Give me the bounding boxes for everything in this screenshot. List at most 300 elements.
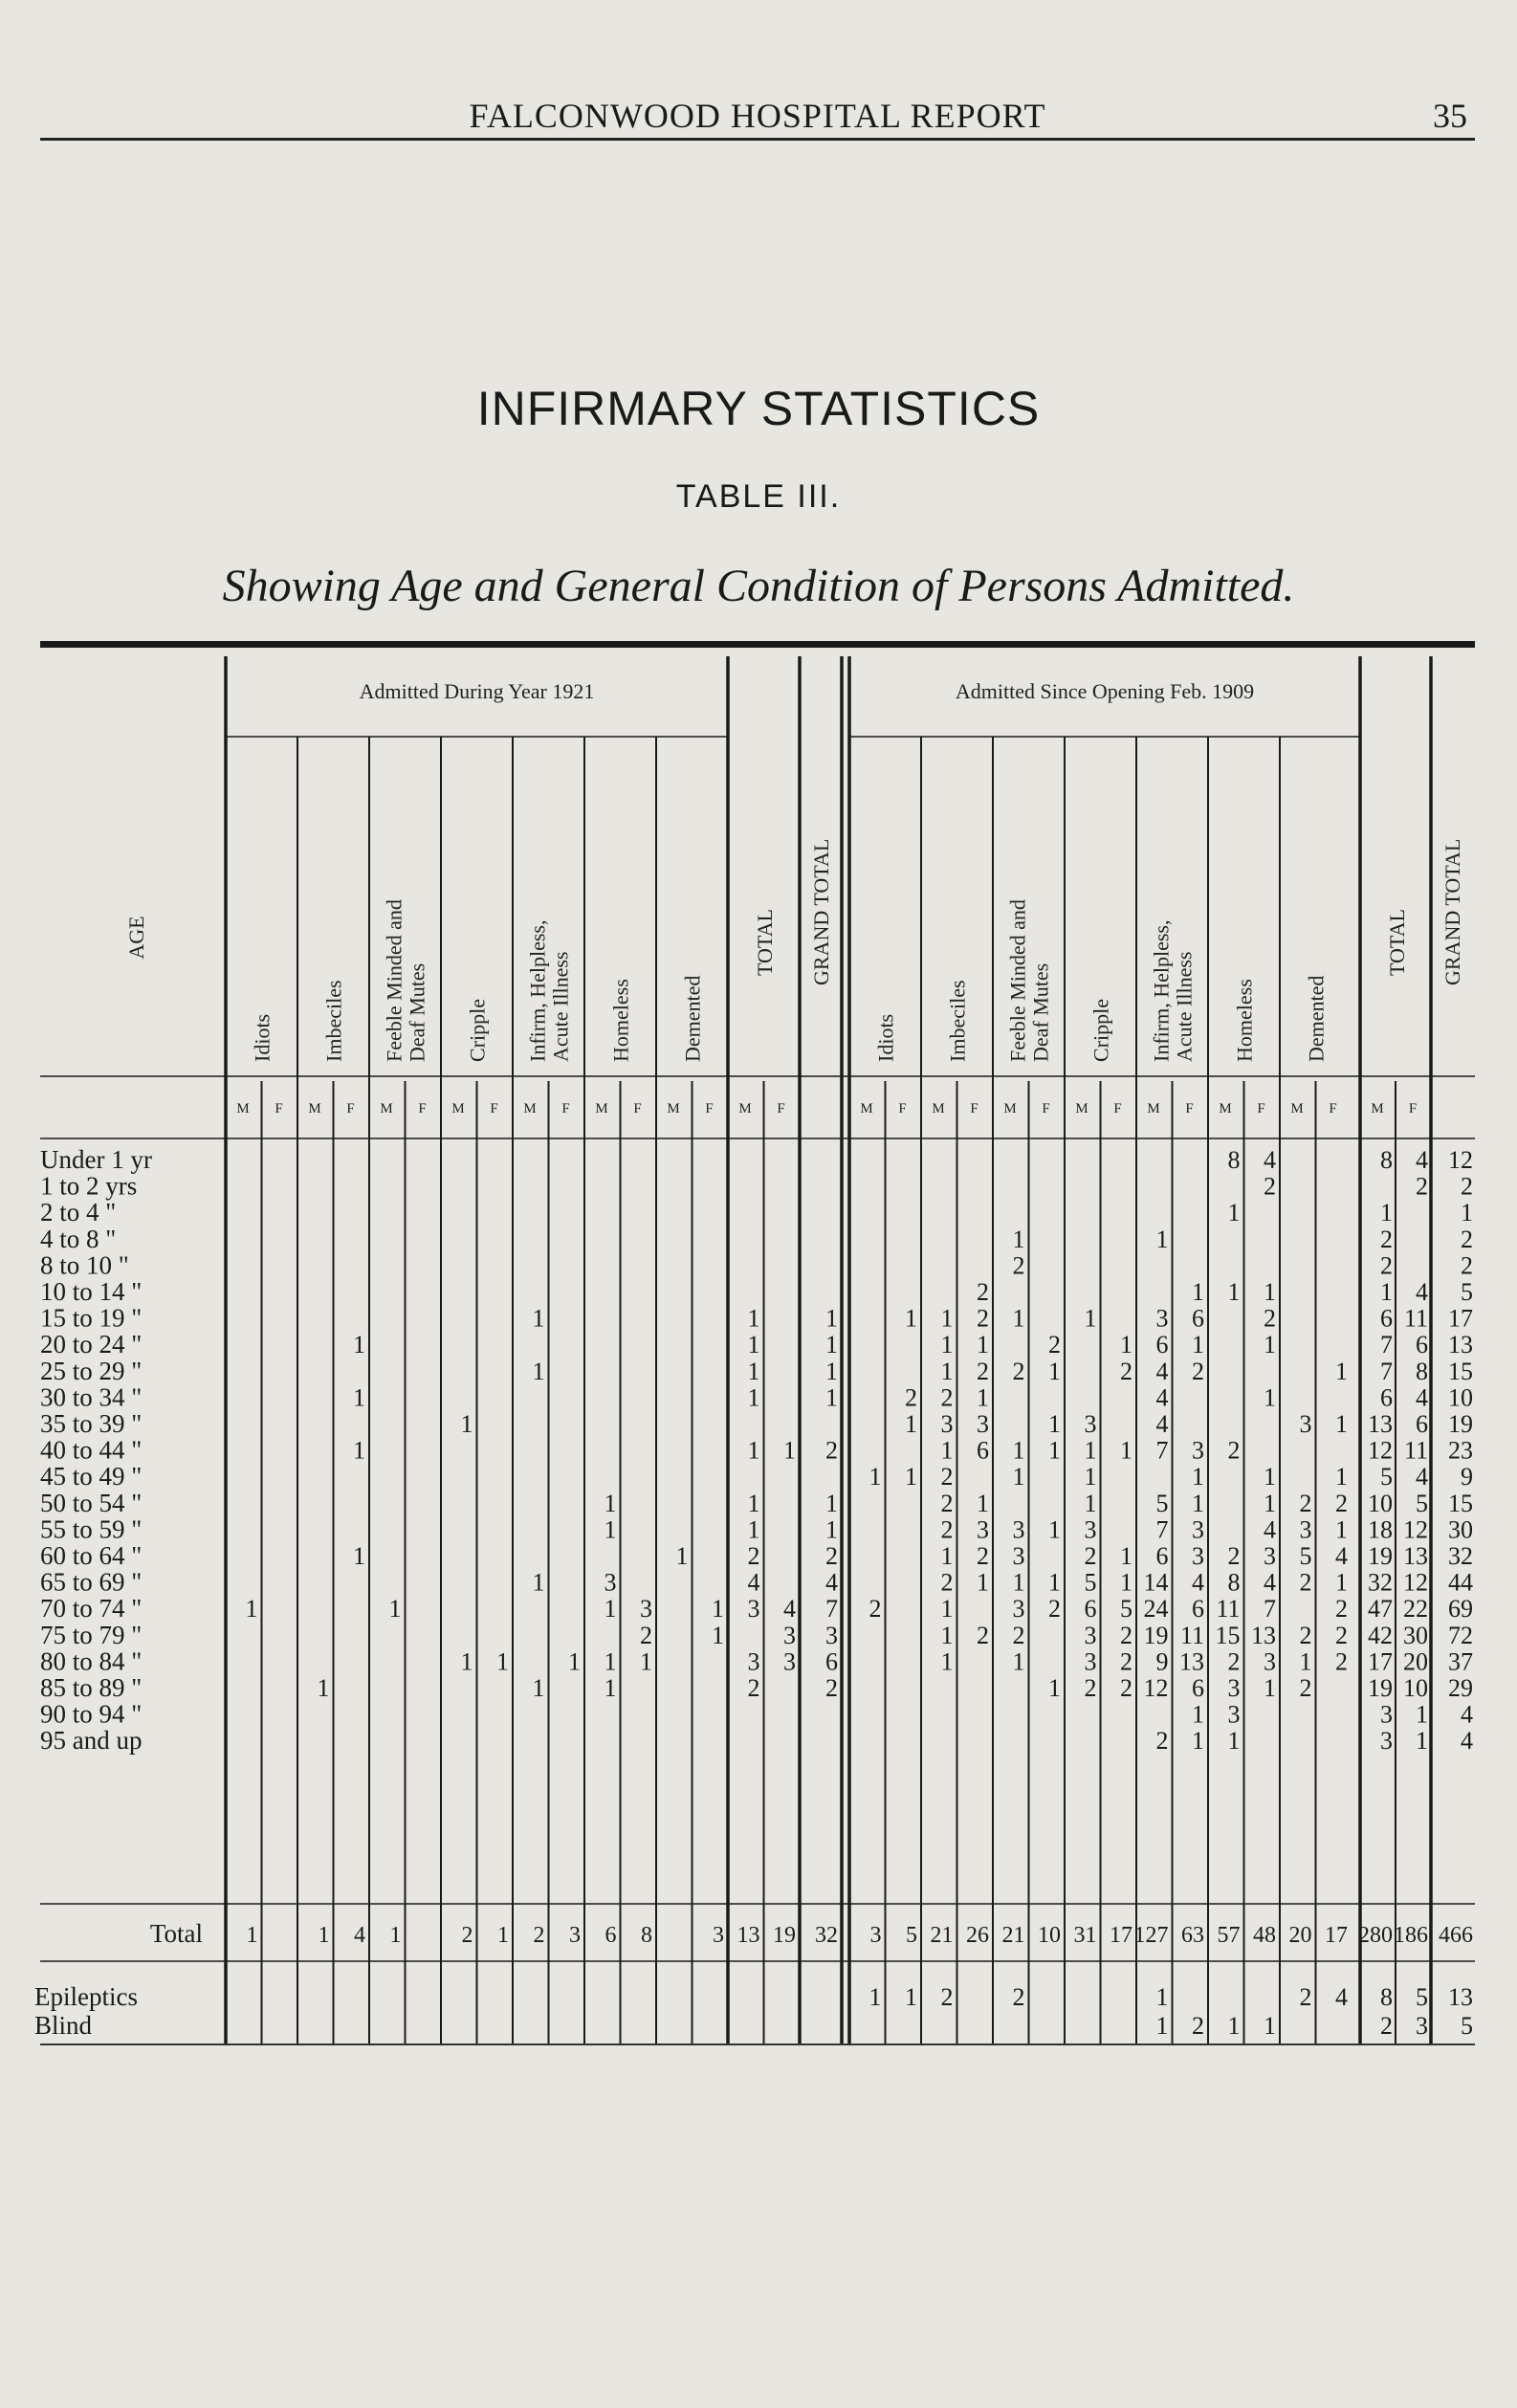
since-cell: 12 [1368, 1436, 1393, 1465]
year-cell: 3 [713, 1923, 724, 1948]
year-cell: 1 [825, 1331, 838, 1359]
year-cell: 1 [496, 1647, 509, 1676]
year-cell: 1 [245, 1595, 258, 1624]
year-cell: 1 [246, 1923, 258, 1948]
since-cell: 47 [1368, 1595, 1393, 1624]
year-cell: 1 [532, 1674, 545, 1702]
year-m-label: M [451, 1101, 465, 1116]
since-cell: 2 [1012, 1621, 1025, 1649]
since-cell: 1 [1192, 1489, 1204, 1517]
since-cell: 3 [977, 1515, 989, 1544]
row-label: Under 1 yr [40, 1145, 152, 1174]
since-cell: 1 [1012, 1647, 1025, 1676]
year-cell: 1 [825, 1515, 838, 1544]
year-cell: 2 [640, 1621, 652, 1649]
since-cell: 6 [1084, 1595, 1097, 1624]
since-total-f-label: F [1408, 1101, 1418, 1116]
since-cell: 19 [1368, 1542, 1393, 1570]
year-cell: 1 [353, 1383, 365, 1412]
since-cell: 5 [906, 1923, 917, 1948]
year-category-header: Homeless [608, 979, 633, 1062]
since-cell: 29 [1448, 1674, 1473, 1702]
since-cell: 20 [1288, 1923, 1312, 1948]
since-cell: 3 [1380, 1700, 1393, 1729]
year-cell: 32 [815, 1923, 838, 1948]
since-cell: 1 [1299, 1647, 1312, 1676]
row-label: 95 and up [40, 1726, 143, 1756]
since-cell: 2 [1461, 1251, 1473, 1280]
since-cell: 1 [1264, 1331, 1276, 1359]
since-cell: 1 [905, 1463, 917, 1491]
year-cell: 1 [747, 1436, 760, 1465]
since-cell: 10 [1403, 1674, 1428, 1702]
since-cell: 2 [1380, 1225, 1393, 1253]
since-cell: 1 [1084, 1463, 1097, 1491]
year-cell: 1 [747, 1383, 760, 1412]
since-cell: 5 [1155, 1489, 1169, 1517]
year-cell: 3 [783, 1647, 796, 1676]
since-cell: 2 [940, 1983, 954, 2011]
since-cell: 8 [1380, 1146, 1393, 1174]
since-cell: 8 [1227, 1146, 1241, 1174]
row-label: 65 to 69 " [40, 1567, 143, 1597]
since-cell: 2 [1192, 1357, 1204, 1385]
since-cell: 2 [1299, 1568, 1312, 1597]
since-cell: 2 [1335, 1621, 1348, 1649]
year-cell: 2 [461, 1923, 473, 1948]
row-label: 2 to 4 " [40, 1198, 117, 1227]
since-f-label: F [1113, 1101, 1122, 1116]
row-label: 30 to 34 " [40, 1382, 143, 1412]
since-category-header: Acute Illness [1172, 951, 1197, 1062]
since-cell: 1 [1192, 1278, 1204, 1306]
since-cell: 48 [1253, 1923, 1276, 1948]
year-cell: 1 [318, 1923, 330, 1948]
since-cell: 2 [977, 1278, 989, 1306]
since-cell: 1 [1264, 1489, 1276, 1517]
since-cell: 13 [1403, 1542, 1428, 1570]
year-cell: 6 [605, 1923, 617, 1948]
since-cell: 8 [1380, 1983, 1393, 2011]
since-cell: 2 [1120, 1621, 1132, 1649]
row-label: 15 to 19 " [40, 1303, 143, 1333]
since-cell: 1 [1012, 1568, 1025, 1597]
since-cell: 2 [940, 1489, 954, 1517]
since-cell: 1 [977, 1568, 989, 1597]
since-cell: 1 [1335, 1357, 1348, 1385]
since-cell: 3 [1227, 1674, 1241, 1702]
since-cell: 2 [1264, 1172, 1276, 1201]
since-cell: 17 [1368, 1647, 1393, 1676]
row-label: 4 to 8 " [40, 1224, 117, 1253]
since-cell: 31 [1073, 1923, 1097, 1948]
year-f-label: F [275, 1101, 283, 1116]
year-cell: 1 [825, 1304, 838, 1333]
since-cell: 30 [1448, 1515, 1473, 1544]
since-cell: 4 [1335, 1983, 1348, 2011]
since-cell: 3 [1192, 1515, 1204, 1544]
since-cell: 2 [1084, 1542, 1097, 1570]
year-cell: 6 [825, 1647, 838, 1676]
since-cell: 3 [1299, 1515, 1312, 1544]
since-cell: 1 [1012, 1225, 1025, 1253]
since-cell: 23 [1448, 1436, 1473, 1465]
since-cell: 2 [1299, 1674, 1312, 1702]
since-cell: 42 [1368, 1621, 1393, 1649]
group-header-since: Admitted Since Opening Feb. 1909 [955, 679, 1255, 703]
since-cell: 21 [930, 1923, 954, 1948]
since-cell: 2 [1461, 1225, 1473, 1253]
since-cell: 1 [940, 1595, 954, 1624]
since-cell: 37 [1448, 1647, 1473, 1676]
since-cell: 3 [1227, 1700, 1241, 1729]
since-cell: 2 [940, 1568, 954, 1597]
since-cell: 2 [1299, 1489, 1312, 1517]
since-cell: 6 [1192, 1304, 1204, 1333]
since-cell: 1 [1416, 1727, 1428, 1756]
since-m-label: M [860, 1101, 873, 1116]
since-cell: 1 [1048, 1410, 1061, 1438]
row-label: 10 to 14 " [40, 1277, 143, 1306]
year-total-f-label: F [777, 1101, 785, 1116]
since-cell: 2 [1227, 1647, 1241, 1676]
since-cell: 9 [1461, 1463, 1473, 1491]
since-cell: 4 [1264, 1568, 1276, 1597]
since-category-header: Deaf Mutes [1028, 962, 1053, 1062]
since-cell: 1 [868, 1463, 882, 1491]
since-cell: 6 [1155, 1542, 1169, 1570]
year-cell: 1 [604, 1489, 617, 1517]
year-cell: 3 [783, 1621, 796, 1649]
year-category-header: Deaf Mutes [405, 962, 429, 1062]
since-cell: 2 [1461, 1172, 1473, 1201]
since-cell: 2 [1084, 1674, 1097, 1702]
year-cell: 1 [497, 1923, 509, 1948]
since-cell: 5 [1416, 1983, 1428, 2011]
since-category-header: Feeble Minded and [1005, 899, 1030, 1062]
since-cell: 3 [1012, 1515, 1025, 1544]
since-category-header: Demented [1304, 975, 1329, 1062]
year-cell: 8 [641, 1923, 652, 1948]
since-cell: 10 [1368, 1489, 1393, 1517]
since-cell: 2 [1048, 1595, 1061, 1624]
since-cell: 4 [1416, 1383, 1428, 1412]
since-cell: 3 [1299, 1410, 1312, 1438]
year-cell: 1 [783, 1436, 796, 1465]
since-cell: 1 [905, 1983, 917, 2011]
since-cell: 13 [1448, 1983, 1473, 2011]
since-cell: 14 [1143, 1568, 1169, 1597]
since-cell: 2 [1192, 2012, 1204, 2040]
year-f-label: F [561, 1101, 570, 1116]
row-label: 20 to 24 " [40, 1330, 143, 1359]
since-cell: 2 [1155, 1727, 1169, 1756]
since-cell: 1 [1192, 1463, 1204, 1491]
since-cell: 4 [1192, 1568, 1204, 1597]
since-cell: 13 [1251, 1621, 1276, 1649]
year-cell: 1 [825, 1489, 838, 1517]
since-cell: 1 [1048, 1436, 1061, 1465]
since-cell: 10 [1038, 1923, 1061, 1948]
since-cell: 2 [977, 1621, 989, 1649]
since-cell: 13 [1368, 1410, 1393, 1438]
year-category-header: Demented [680, 975, 705, 1062]
since-cell: 3 [1192, 1542, 1204, 1570]
since-cell: 12 [1403, 1515, 1428, 1544]
since-cell: 1 [1264, 1278, 1276, 1306]
row-label: Blind [34, 2011, 93, 2040]
year-m-label: M [236, 1101, 250, 1116]
since-cell: 26 [966, 1923, 989, 1948]
since-cell: 1 [1227, 2012, 1241, 2040]
since-cell: 2 [1012, 1357, 1025, 1385]
since-cell: 2 [1299, 1983, 1312, 2011]
year-cell: 1 [532, 1568, 545, 1597]
since-cell: 3 [940, 1410, 954, 1438]
row-label: 75 to 79 " [40, 1620, 143, 1649]
since-cell: 3 [1012, 1595, 1025, 1624]
year-cell: 3 [569, 1923, 581, 1948]
since-category-header: Homeless [1232, 979, 1257, 1062]
since-cell: 1 [1048, 1674, 1061, 1702]
table-label: TABLE III. [675, 478, 842, 515]
since-f-label: F [898, 1101, 907, 1116]
year-cell: 1 [353, 1542, 365, 1570]
year-cell: 1 [604, 1674, 617, 1702]
since-cell: 7 [1264, 1595, 1276, 1624]
since-cell: 6 [1155, 1331, 1169, 1359]
year-cell: 3 [747, 1647, 760, 1676]
since-cell: 2 [940, 1383, 954, 1412]
since-category-header: Imbeciles [945, 980, 970, 1062]
since-cell: 2 [1120, 1674, 1132, 1702]
since-m-label: M [932, 1101, 945, 1116]
since-cell: 1 [977, 1331, 989, 1359]
since-cell: 2 [1380, 2012, 1393, 2040]
year-cell: 1 [568, 1647, 581, 1676]
since-cell: 6 [1416, 1331, 1428, 1359]
since-cell: 3 [869, 1923, 882, 1948]
since-cell: 7 [1380, 1357, 1393, 1385]
row-label: 70 to 74 " [40, 1594, 143, 1624]
since-cell: 4 [1335, 1542, 1348, 1570]
since-cell: 280 [1358, 1923, 1393, 1948]
since-cell: 2 [1335, 1647, 1348, 1676]
row-label: 35 to 39 " [40, 1409, 143, 1438]
since-cell: 32 [1368, 1568, 1393, 1597]
since-cell: 20 [1403, 1647, 1428, 1676]
since-cell: 2 [1416, 1172, 1428, 1201]
since-category-header: Idiots [873, 1013, 898, 1062]
since-cell: 15 [1448, 1489, 1473, 1517]
since-cell: 4 [1155, 1357, 1169, 1385]
since-cell: 1 [1335, 1463, 1348, 1491]
since-cell: 7 [1380, 1331, 1393, 1359]
since-cell: 10 [1448, 1383, 1473, 1412]
year-f-label: F [346, 1101, 355, 1116]
since-category-header: Infirm, Helpless, [1149, 919, 1174, 1062]
row-label: 50 to 54 " [40, 1488, 143, 1517]
since-cell: 1 [1264, 2012, 1276, 2040]
since-cell: 22 [1403, 1595, 1428, 1624]
since-cell: 13 [1448, 1331, 1473, 1359]
year-cell: 1 [604, 1595, 617, 1624]
since-total-m-label: M [1371, 1101, 1384, 1116]
since-cell: 1 [1264, 1674, 1276, 1702]
since-cell: 19 [1368, 1674, 1393, 1702]
since-cell: 2 [1012, 1983, 1025, 2011]
row-label: 40 to 44 " [40, 1435, 143, 1465]
year-cell: 2 [825, 1674, 838, 1702]
year-cell: 4 [747, 1568, 760, 1597]
year-cell: 1 [604, 1647, 617, 1676]
since-cell: 1 [868, 1983, 882, 2011]
since-f-label: F [1329, 1101, 1337, 1116]
year-category-header: Infirm, Helpless, [525, 919, 550, 1062]
since-cell: 5 [1461, 1278, 1473, 1306]
since-cell: 11 [1403, 1436, 1428, 1465]
section-title: INFIRMARY STATISTICS [476, 382, 1041, 435]
since-cell: 11 [1216, 1595, 1241, 1624]
since-cell: 19 [1448, 1410, 1473, 1438]
since-cell: 1 [1335, 1410, 1348, 1438]
since-cell: 2 [940, 1463, 954, 1491]
since-cell: 1 [940, 1357, 954, 1385]
since-cell: 1 [1227, 1278, 1241, 1306]
since-cell: 186 [1394, 1923, 1428, 1948]
year-cell: 3 [640, 1595, 652, 1624]
since-cell: 6 [1380, 1304, 1393, 1333]
row-label: Epileptics [34, 1982, 138, 2011]
year-cell: 1 [389, 1923, 402, 1948]
since-cell: 2 [1120, 1647, 1132, 1676]
year-f-label: F [705, 1101, 714, 1116]
since-cell: 3 [1084, 1621, 1097, 1649]
year-category-header: Acute Illness [548, 951, 573, 1062]
year-cell: 4 [783, 1595, 796, 1624]
since-cell: 3 [1264, 1647, 1276, 1676]
year-cell: 7 [825, 1595, 838, 1624]
since-cell: 2 [1227, 1436, 1241, 1465]
year-cell: 1 [353, 1331, 365, 1359]
since-cell: 1 [1084, 1304, 1097, 1333]
since-cell: 12 [1448, 1146, 1473, 1174]
since-f-label: F [1042, 1101, 1050, 1116]
since-cell: 63 [1181, 1923, 1204, 1948]
year-cell: 2 [825, 1436, 838, 1465]
year-m-label: M [308, 1101, 321, 1116]
since-cell: 1 [1048, 1568, 1061, 1597]
year-m-label: M [595, 1101, 608, 1116]
since-cell: 127 [1133, 1923, 1169, 1948]
year-cell: 1 [747, 1489, 760, 1517]
since-cell: 44 [1448, 1568, 1473, 1597]
year-cell: 4 [354, 1923, 365, 1948]
row-label: Total [149, 1919, 203, 1948]
row-label: 1 to 2 yrs [40, 1171, 138, 1201]
since-m-label: M [1290, 1101, 1304, 1116]
since-cell: 2 [1012, 1251, 1025, 1280]
since-cell: 3 [1155, 1304, 1169, 1333]
since-cell: 13 [1179, 1647, 1204, 1676]
since-cell: 8 [1227, 1568, 1241, 1597]
since-cell: 7 [1155, 1436, 1169, 1465]
since-cell: 1 [1155, 1225, 1169, 1253]
year-cell: 1 [604, 1515, 617, 1544]
since-cell: 1 [1264, 1463, 1276, 1491]
year-cell: 1 [712, 1621, 724, 1649]
year-cell: 1 [460, 1647, 473, 1676]
since-cell: 1 [1264, 1383, 1276, 1412]
bottom-rule [40, 2043, 1475, 2045]
since-cell: 1 [1192, 1331, 1204, 1359]
since-cell: 8 [1416, 1357, 1428, 1385]
since-cell: 1 [1227, 1199, 1241, 1227]
since-cell: 11 [1179, 1621, 1204, 1649]
since-cell: 5 [1120, 1595, 1132, 1624]
since-cell: 1 [977, 1489, 989, 1517]
year-cell: 1 [460, 1410, 473, 1438]
since-cell: 1 [905, 1410, 917, 1438]
since-cell: 1 [905, 1304, 917, 1333]
since-cell: 69 [1448, 1595, 1473, 1624]
since-cell: 3 [1012, 1542, 1025, 1570]
since-cell: 3 [1416, 2012, 1428, 2040]
since-cell: 9 [1155, 1647, 1169, 1676]
since-cell: 2 [977, 1357, 989, 1385]
since-cell: 1 [940, 1304, 954, 1333]
since-cell: 1 [940, 1436, 954, 1465]
year-cell: 1 [353, 1436, 365, 1465]
since-cell: 1 [940, 1331, 954, 1359]
year-cell: 2 [533, 1923, 545, 1948]
since-f-label: F [970, 1101, 978, 1116]
since-cell: 1 [1192, 1727, 1204, 1756]
since-cell: 3 [977, 1410, 989, 1438]
since-cell: 1 [1084, 1436, 1097, 1465]
row-label: 25 to 29 " [40, 1356, 143, 1385]
since-cell: 1 [940, 1542, 954, 1570]
row-label: 55 to 59 " [40, 1514, 143, 1544]
since-cell: 6 [1192, 1595, 1204, 1624]
since-cell: 17 [1325, 1923, 1348, 1948]
since-cell: 4 [1264, 1515, 1276, 1544]
since-cell: 4 [1155, 1410, 1169, 1438]
since-cell: 2 [1264, 1304, 1276, 1333]
since-cell: 4 [1264, 1146, 1276, 1174]
year-grand-total-header: GRAND TOTAL [809, 838, 833, 985]
since-cell: 1 [1048, 1515, 1061, 1544]
since-m-label: M [1003, 1101, 1017, 1116]
since-cell: 18 [1368, 1515, 1393, 1544]
since-cell: 24 [1143, 1595, 1169, 1624]
since-cell: 1 [1461, 1199, 1473, 1227]
since-cell: 11 [1403, 1304, 1428, 1333]
year-m-label: M [523, 1101, 537, 1116]
year-cell: 1 [675, 1542, 689, 1570]
year-f-label: F [418, 1101, 427, 1116]
since-cell: 7 [1155, 1515, 1169, 1544]
since-cell: 2 [905, 1383, 917, 1412]
since-m-label: M [1075, 1101, 1088, 1116]
year-cell: 3 [825, 1621, 838, 1649]
since-cell: 1 [1192, 1700, 1204, 1729]
since-cell: 2 [1380, 1251, 1393, 1280]
since-cell: 5 [1380, 1463, 1393, 1491]
since-cell: 15 [1448, 1357, 1473, 1385]
since-cell: 3 [1192, 1436, 1204, 1465]
since-cell: 6 [1380, 1383, 1393, 1412]
